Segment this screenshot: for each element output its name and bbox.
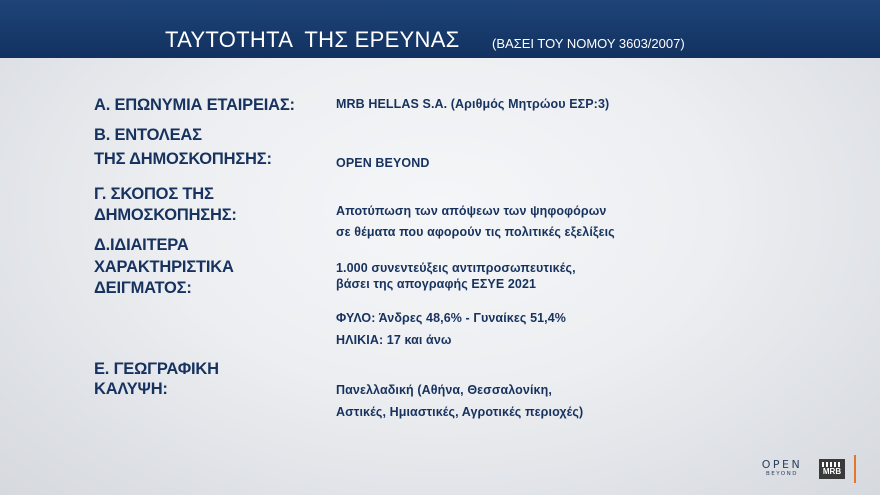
mrb-logo-text: MRB — [822, 467, 842, 476]
label-purpose-line2: ΔΗΜΟΣΚΟΠΗΣΗΣ: — [94, 206, 237, 224]
label-sample-line3: ΔΕΙΓΜΑΤΟΣ: — [94, 279, 192, 297]
value-sample-line1: 1.000 συνεντεύξεις αντιπροσωπευτικές, — [336, 261, 576, 275]
header-bar — [0, 0, 880, 58]
page-subtitle: (ΒΑΣΕΙ ΤΟΥ ΝΟΜΟΥ 3603/2007) — [492, 36, 685, 51]
label-coverage-line1: Ε. ΓΕΩΓΡΑΦΙΚΗ — [94, 360, 219, 378]
beyond-logo-text: BEYOND — [766, 471, 798, 477]
value-client: OPEN BEYOND — [336, 156, 430, 170]
label-purpose-line1: Γ. ΣΚΟΠΟΣ ΤΗΣ — [94, 185, 214, 203]
accent-divider — [854, 455, 856, 483]
value-coverage-line1: Πανελλαδική (Αθήνα, Θεσσαλονίκη, — [336, 383, 552, 397]
value-coverage-line2: Αστικές, Ημιαστικές, Αγροτικές περιοχές) — [336, 405, 584, 419]
open-beyond-logo — [760, 459, 804, 481]
value-age: ΗΛΙΚΙΑ: 17 και άνω — [336, 333, 452, 347]
label-company: Α. ΕΠΩΝΥΜΙΑ ΕΤΑΙΡΕΙΑΣ: — [94, 96, 295, 114]
label-client-line1: Β. ΕΝΤΟΛΕΑΣ — [94, 126, 202, 144]
mrb-logo — [819, 459, 845, 479]
label-sample-line2: ΧΑΡΑΚΤΗΡΙΣΤΙΚΑ — [94, 258, 234, 276]
value-gender: ΦΥΛΟ: Άνδρες 48,6% - Γυναίκες 51,4% — [336, 311, 567, 325]
label-sample-line1: Δ.ΙΔΙΑΙΤΕΡΑ — [94, 236, 189, 254]
value-company: MRB HELLAS S.A. (Αριθμός Μητρώου ΕΣΡ:3) — [336, 97, 610, 111]
value-sample-line2: βάσει της απογραφής ΕΣΥΕ 2021 — [336, 277, 537, 291]
value-purpose-line1: Αποτύπωση των απόψεων των ψηφοφόρων — [336, 204, 607, 218]
label-client-line2: ΤΗΣ ΔΗΜΟΣΚΟΠΗΣΗΣ: — [94, 150, 272, 168]
page-title: ΤΑΥΤΟΤΗΤΑ ΤΗΣ ΕΡΕΥΝΑΣ — [165, 27, 460, 52]
open-logo-text: OPEN — [761, 458, 803, 471]
label-coverage-line2: ΚΑΛΥΨΗ: — [94, 380, 168, 398]
value-purpose-line2: σε θέματα που αφορούν τις πολιτικές εξελίξεις — [336, 225, 615, 239]
